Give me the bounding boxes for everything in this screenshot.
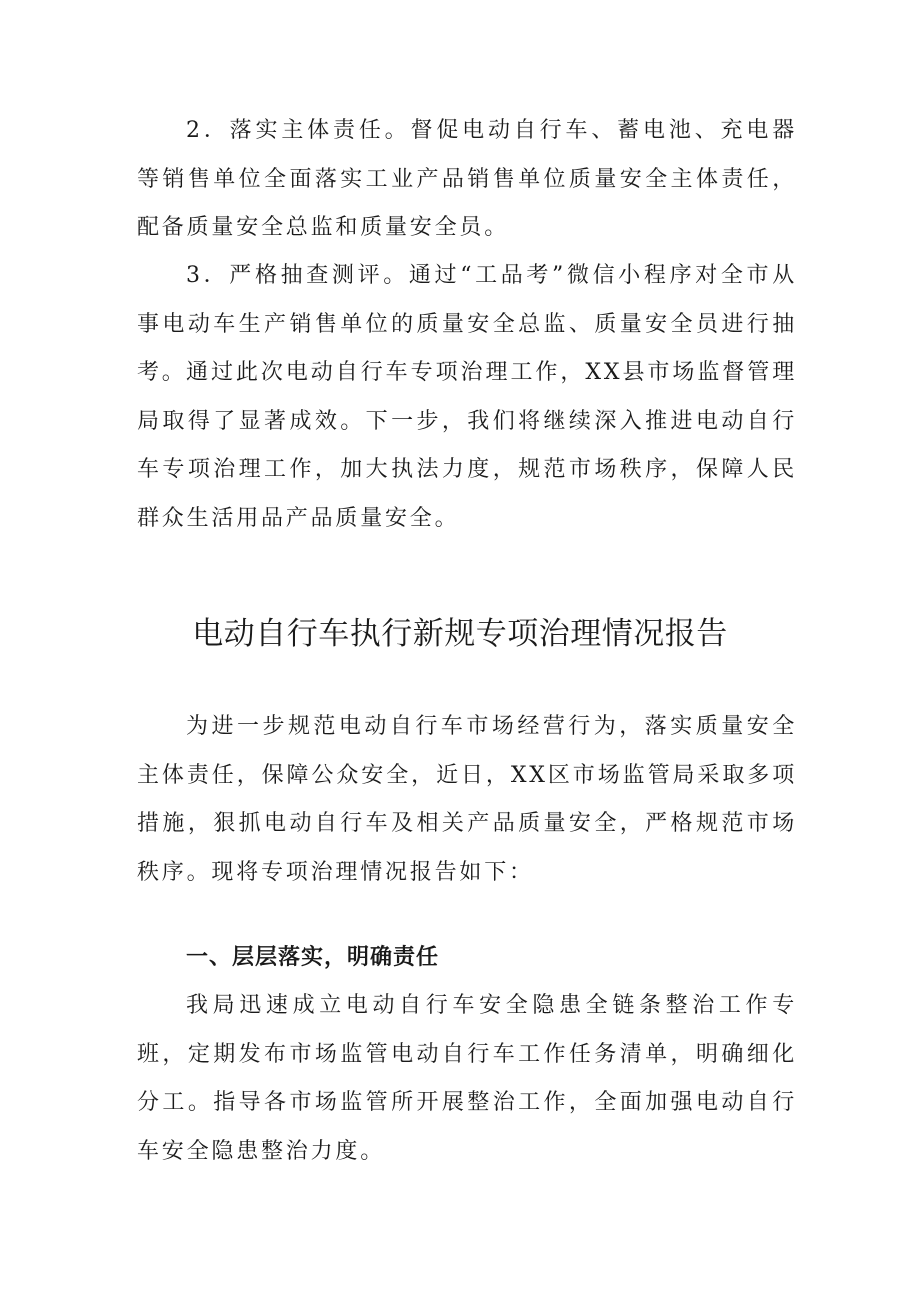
report-title: 电动自行车执行新规专项治理情况报告	[192, 616, 728, 652]
paragraph-item-2: 2．落实主体责任。督促电动自行车、蓄电池、充电器等销售单位全面落实工业产品销售单位质量安全主体责任，配备质量安全总监和质量安全员。	[137, 118, 797, 240]
paragraph-item-3: 3．严格抽查测评。通过“工品考”微信小程序对全市从事电动车生产销售单位的质量安全总监、质量安全员进行抽考。	[137, 263, 797, 385]
section-paragraph: 我局迅速成立电动自行车安全隐患全链条整治工作专班，定期发布市场监管电动自行车工作任务清单，明确细化分工。指导各市场监管所开展整治工作，全面加强电动自行车安全隐患整治力度。	[137, 993, 797, 1164]
paragraph-summary: 通过此次电动自行车专项治理工作，XX县市场监督管理局取得了显著成效。下一步，我们将继续深入推进电动自行车专项治理工作，加大执法力度，规范市场秩序，保障人民群众生活用品产品质量安全。	[137, 360, 797, 531]
section-heading: 一、层层落实，明确责任	[186, 945, 440, 970]
intro-paragraph: 为进一步规范电动自行车市场经营行为，落实质量安全主体责任，保障公众安全，近日，XX区市场监管局采取多项措施，狠抓电动自行车及相关产品质量安全，严格规范市场秩序。现将专项治理情况报告如下：	[137, 714, 797, 885]
